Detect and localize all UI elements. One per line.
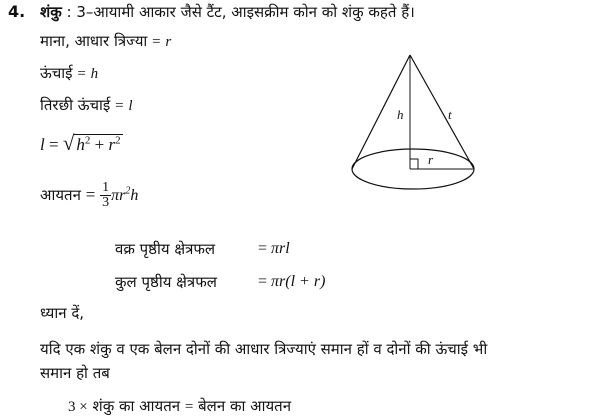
diagram-label-radius: r <box>428 152 434 167</box>
note-title: ध्यान दें, <box>40 304 85 322</box>
volume-expression: $\pi r^2h$ <box>111 185 139 204</box>
slant-var: l <box>128 98 133 114</box>
diagram-label-height: h <box>397 107 404 122</box>
heading <box>40 2 415 22</box>
height-var: h <box>90 66 99 82</box>
slant-formula <box>40 131 123 156</box>
heading-description: 3–आयामी आकार जैसे टैंट, आइसक्रीम कोन को शंकु कहते हैं। <box>76 3 415 21</box>
sqrt-radicand: $h^2 + r^2$ <box>76 134 121 154</box>
slant-formula-lhs: l <box>40 135 45 154</box>
note-text-1: यदि एक शंकु व एक बेलन दोनों की आधार त्रिज्याएं समान हों व दोनों की ऊंचाई भी <box>40 340 488 358</box>
relation-line <box>68 396 291 416</box>
radius-equals: = <box>152 34 161 50</box>
volume-denominator: 3 <box>102 195 110 210</box>
term-cone: शंकु <box>40 3 62 21</box>
cone-diagram <box>340 45 490 205</box>
sqrt-symbol: √ <box>62 131 75 155</box>
height-line <box>40 63 98 83</box>
relation-prefix: 3 × <box>68 399 88 415</box>
radius-label: माना, आधार त्रिज्या <box>40 32 148 50</box>
diagram-label-slant: t <box>448 107 452 122</box>
slant-line <box>40 95 133 115</box>
height-equals: = <box>77 66 86 82</box>
item-number: 4. <box>8 2 26 21</box>
total-area-label: कुल पृष्ठीय क्षेत्रफल <box>115 273 217 291</box>
volume-numerator: 1 <box>102 180 110 195</box>
volume-label: आयतन <box>40 186 81 204</box>
slant-formula-equals: = <box>48 135 59 154</box>
radius-var: r <box>165 34 172 50</box>
volume-line <box>40 181 138 210</box>
height-label: ऊंचाई <box>40 64 73 82</box>
slant-label: तिरछी ऊंचाई <box>40 96 111 114</box>
relation-lhs: शंकु का आयतन <box>92 397 181 415</box>
total-area-formula: = πr(l + r) <box>258 273 326 290</box>
curved-area-label: वक्र पृष्ठीय क्षेत्रफल <box>115 240 216 258</box>
relation-equals: = <box>184 399 194 415</box>
volume-equals: = <box>85 185 96 204</box>
slant-equals: = <box>115 98 124 114</box>
relation-rhs: बेलन का आयतन <box>198 397 292 415</box>
radius-line <box>40 31 171 51</box>
curved-area-formula: = πrl <box>258 240 290 257</box>
volume-fraction <box>100 181 111 210</box>
heading-colon: : <box>66 3 72 21</box>
right-angle-mark <box>410 159 418 169</box>
note-text-2: समान हो तब <box>40 364 110 382</box>
